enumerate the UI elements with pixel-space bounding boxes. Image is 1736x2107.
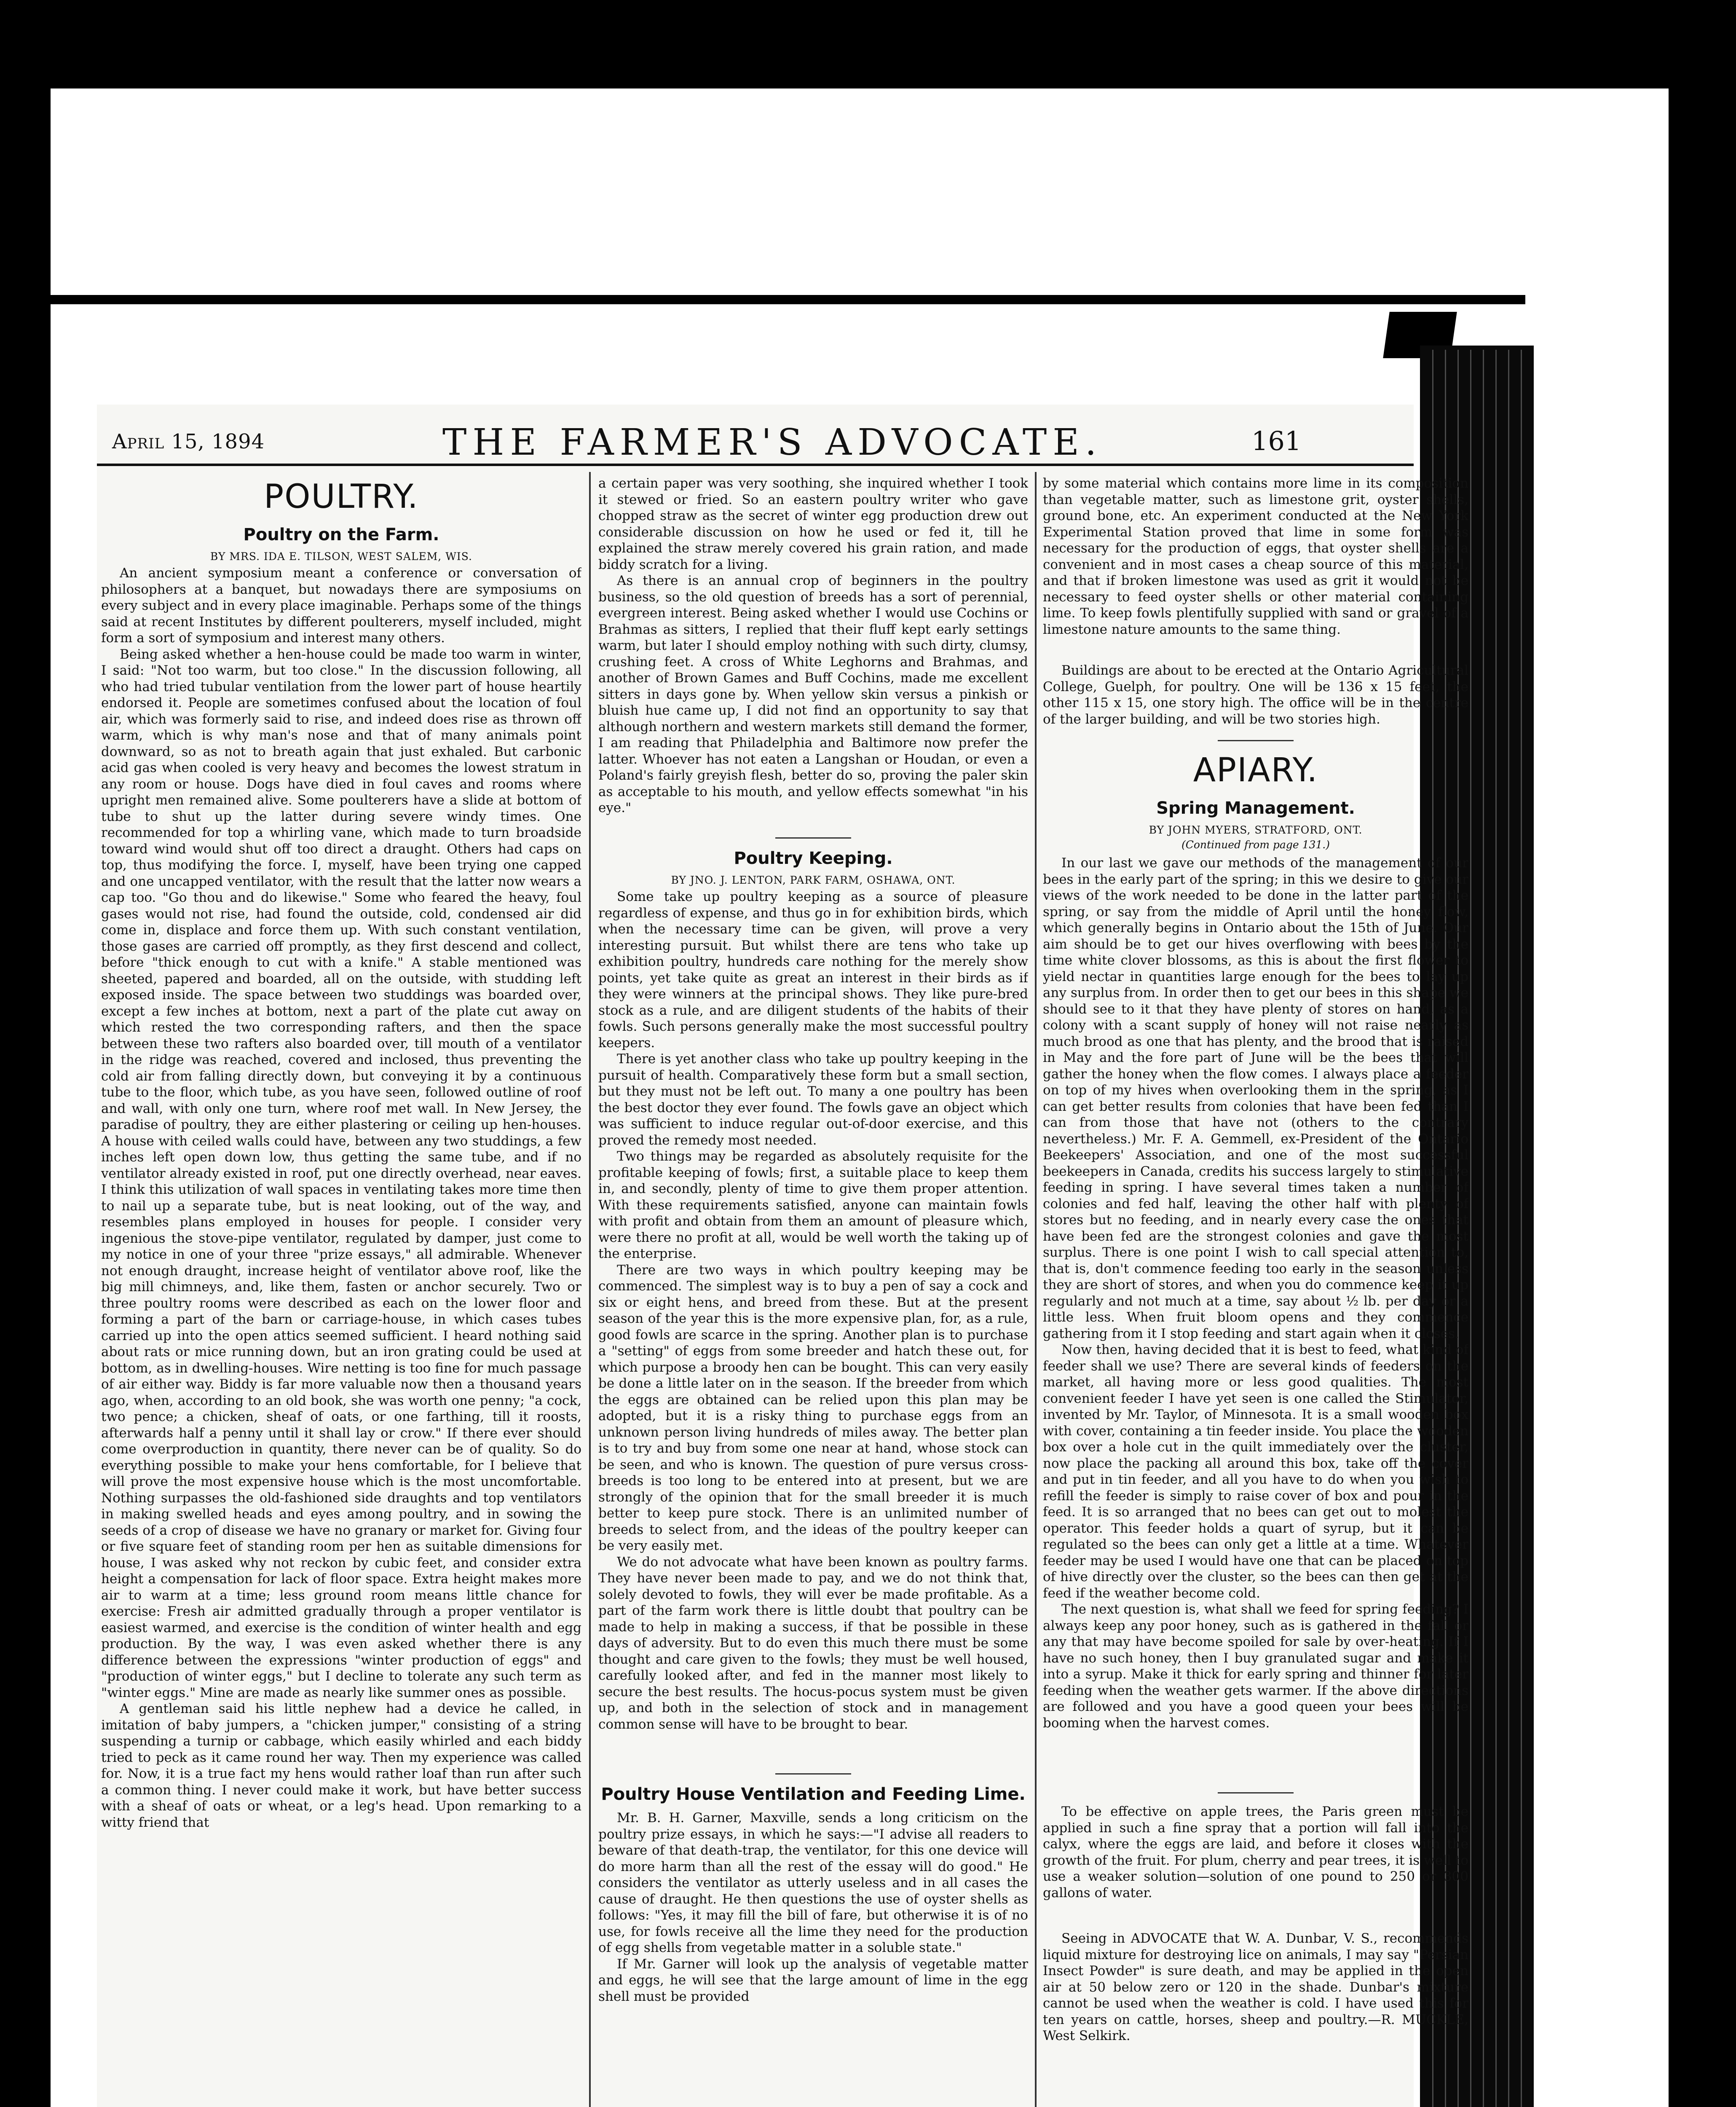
paragraph: In our last we gave our methods of the management of our bees in the early part of the spring; in this we desire to give our views of the work needed to be done in the latter part of the spring, or say from the middle of April until the honey flow, which generally begins in Ontario about the 15th of June. Our aim should be to get our hives overflowing with bees by the time white clover blossoms, as this is about the first flower to yield nectar in quantities large enough for the bees to lay up any surplus from. In order then to get our bees in this shape we should see to it that they have plenty of stores on hand, as a colony with a scant supply of honey will not raise nearly as much brood as one that has plenty, and the brood that is raised in May and the fore part of June will be the bees that will gather the honey when the flow comes. I always place a feeder on top of my hives when overlooking them in the spring, as I can get better results from colonies that have been fed than I can from those that have not (others to the contrary nevertheless.) Mr. F. A. Gemmell, ex-President of the Ontario Beekeepers' Association, and one of the most successful beekeepers in Canada, credits his success largely to stimulative feeding in spring. I have several times taken a number of colonies and fed half, leaving the other half with plenty of stores but no feeding, and in nearly every case the ones that have been fed are the strongest colonies and gave the most surplus. There is one point I wish to call special attention to, that is, don't commence feeding too early in the season unless they are short of stores, and when you do commence keep it up regularly and not much at a time, say about ½ lb. per day or a little less. When fruit bloom opens and they commence gathering from it I stop feeding and start again when it closes. (1043, 855, 1468, 1341)
divider (775, 837, 851, 839)
article-body (1043, 855, 1468, 1782)
paragraph: Now then, having decided that it is best to feed, what kind of feeder shall we use? There are several kinds of feeders on the market, all having more or less good qualities. The most convenient feeder I have yet seen is one called the Stimulator, invented by Mr. Taylor, of Minnesota. It is a small wooden box with cover, containing a tin feeder inside. You place the wooden box over a hole cut in the quilt immediately over the cluster, now place the packing all around this box, take off the cover and put in tin feeder, and all you have to do when you wish to refill the feeder is simply to raise cover of box and pour in the feed. It is so arranged that no bees can get out to molest the operator. This feeder holds a quart of syrup, but it can be regulated so the bees can only get a little at a time. Whatever feeder may be used I would have one that can be placed on top of hive directly over the cluster, so the bees can then get at the feed if the weather become cold. (1043, 1342, 1468, 1601)
divider (1218, 740, 1294, 741)
page-header (97, 405, 1414, 464)
article-continuation (1043, 475, 1468, 652)
paragraph: There is yet another class who take up poultry keeping in the pursuit of health. Comparatively these form but a small section, but they must not be left out. To many a one poultry has been the best doctor they ever found. The fowls gave an object which was sufficient to induce regular out-of-door exercise, and this proved the remedy most needed. (598, 1051, 1028, 1148)
paragraph: by some material which contains more lime in its composition than vegetable matter, such as limestone grit, oyster shells, ground bone, etc. An experiment conducted at the New York Experimental Station proved that lime in some form was necessary for the production of eggs, that oyster shells are a convenient and in most cases a cheap source of this material, and that if broken limestone was used as grit it would not be necessary to feed oyster shells or other material containing lime. To keep fowls plentifully supplied with sand or gravel of a limestone nature amounts to the same thing. (1043, 476, 1468, 637)
insect-powder-note (1043, 1930, 1468, 2046)
paragraph: There are two ways in which poultry keeping may be commenced. The simplest way is to buy a pen of say a cock and six or eight hens, and breed from these. But at the present season of the year this is the more expensive plan, for, as a rule, good fowls are scarce in the spring. Another plan is to purchase a "setting" of eggs from some breeder and hatch these out, for which purpose a broody hen can be bought. This can very easily be done a little later on in the season. If the breeder from which the eggs are obtained can be relied upon this plan may be adopted, but it is a risky thing to purchase eggs from an unknown person living hundreds of miles away. The better plan is to try and buy from some one near at hand, whose stock can be seen, and who is known. The question of pure versus cross-breeds is too long to be entered into at present, but we are strongly of the opinion that for the small breeder it is much better to keep pure stock. There is an unlimited number of breeds to select from, and the ideas of the poultry keeper can be very easily met. (598, 1262, 1028, 1553)
header-rule (97, 464, 1414, 466)
article-title: Poultry House Ventilation and Feeding Lime. (601, 1785, 1026, 1804)
divider (775, 1773, 851, 1775)
page-number: 161 (1251, 426, 1302, 456)
column-rule-1 (589, 472, 591, 2107)
mount-edge (51, 295, 1525, 304)
article-byline: BY JOHN MYERS, STRATFORD, ONT. (1149, 824, 1363, 836)
scan-border-top (0, 0, 1736, 88)
article-continuation (598, 475, 1028, 827)
article-title: Poultry on the Farm. (243, 525, 439, 544)
paragraph: Two things may be regarded as absolutely requisite for the profitable keeping of fowls; first, a suitable place to keep them in, and secondly, plenty of time to give them proper attention. With these requirements satisfied, anyone can maintain fowls with profit and obtain from them an amount of pleasure which, were there no profit at all, would be well worth the taking up of the enterprise. (598, 1149, 1028, 1261)
article-body (101, 565, 581, 2078)
paragraph: Seeing in ADVOCATE that W. A. Dunbar, V. S., recommends liquid mixture for destroying lice on animals, I may say "Persian Insect Powder" is sure death, and may be applied in the open air at 50 below zero or 120 in the shade. Dunbar's mixture cannot be used when the weather is cold. I have used this for ten years on cattle, horses, sheep and poultry.—R. MUCKLE, West Selkirk. (1043, 1931, 1468, 2043)
article-body (598, 889, 1028, 1763)
article-title: Poultry Keeping. (734, 849, 893, 868)
column-rule-2 (1035, 472, 1037, 2107)
column-2 (598, 475, 1028, 2063)
newspaper-page (97, 405, 1468, 2107)
divider (1218, 1792, 1294, 1793)
article-byline: BY JNO. J. LENTON, PARK FARM, OSHAWA, ONT. (671, 874, 956, 886)
department-heading-poultry: POULTRY. (264, 478, 419, 516)
paragraph: A gentleman said his little nephew had a device he called, in imitation of baby jumpers, a "chicken jumper," consisting of a string suspending a turnip or cabbage, which easily whirled and each biddy tried to peck as it came round her way. Then my experience was called for. Now, it is a true fact my hens would rather loaf than run after such a common thing. I never could make it work, but have better success with a sheaf of oats or wheat, or a leg's head. Upon remarking to a witty friend that (101, 1701, 581, 1830)
paragraph: Being asked whether a hen-house could be made too warm in winter, I said: "Not too warm, but too close." In the discussion following, all who had tried tubular ventilation from the lower part of house heartily endorsed it. People are sometimes confused about the location of foul air, which was formerly said to rise, and indeed does rise as thrown off warm, which is why man's nose and that of many animals point downward, so as not to breath again that just exhaled. But carbonic acid gas when cooled is very heavy and becomes the lowest stratum in any room or house. Dogs have died in foul caves and rooms where upright men remained alive. Some poulterers have a slide at bottom of tube to shut up the latter during severe windy times. One recommended for top a whirling vane, which made to turn broadside toward wind would shut off too direct a draught. Others had caps on top, thus modifying the force. I, myself, have been trying one capped and one uncapped ventilator, with the result that the latter now wears a cap too. "Go thou and do likewise." Some who feared the heavy, foul gases would not rise, had found the outside, cold, condensed air did come in, displace and force them up. With such constant ventilation, those gases are carried off promptly, as they first descend and collect, before "thick enough to cut with a knife." A stable mentioned was sheeted, papered and boarded, all on the outside, with studding left exposed inside. The space between two studdings was boarded over, except a few inches at bottom, next a part of the plate cut away on which rested the two corresponding rafters, and then the space between these two rafters also boarded over, till mouth of a ventilator in the ridge was reached, covered and inclosed, thus preventing the cold air from falling directly down, but conveying it by a continuous tube to the floor, which tube, as you have seen, followed outline of roof and wall, with only one turn, where roof met wall. In New Jersey, the paradise of poultry, they are either plastering or ceiling up hen-houses. A house with ceiled walls could have, between any two studdings, a few inches left open down low, thus getting the same tube, and if no ventilator already existed in roof, put one directly overhead, near eaves. I think this utilization of wall spaces in ventilating takes more time then to nail up a separate tube, but is neat looking, out of the way, and resembles plans employed in houses for people. I consider very ingenious the stove-pipe ventilator, regulated by damper, just come to my notice in one of your three "prize essays," all admirable. Whenever not enough draught, increase height of ventilator above roof, like the big mill chimneys, and, like them, fasten or anchor securely. Two or three poultry rooms were described as each on the lower floor and forming a part of the barn or carriage-house, in which cases tubes carried up into the open attics seemed sufficient. I heard nothing said about rats or mice running down, but an iron grating could be used at bottom, as in dwelling-houses. Wire netting is too fine for much passage of air either way. Biddy is far more valuable now then a thousand years ago, when, according to an old book, she was worth one penny; "a cock, two pence; a chicken, sheaf of oats, or one farthing, till it roosts, afterwards half a penny until it shall lay or crow." If there ever should come overproduction in quantity, there never can be of quality. So do everything possible to make your hens comfortable, for I believe that will prove the most expensive house which is the most uncomfortable. Nothing surpasses the old-fashioned side draughts and top ventilators in making swelled heads and eyes among poultry, and in sowing the seeds of a crop of disease we have no granary or market for. Giving four or five square feet of standing room per hen as suitable dimensions for house, I was asked why not reckon by cubic feet, and consider extra height a compensation for lack of floor space. Extra height makes more air to warm at a time; less ground room means little chance for exercise: Fresh air admitted gradually through a proper ventilator is easiest warmed, and exercise is the condition of winter health and egg production. By the way, I was even asked whether there is any difference between the expressions "winter production of eggs" and "production of winter eggs," but I decline to tolerate any such term as "winter eggs." Mine are made as nearly like summer ones as possible. (101, 646, 581, 1700)
scan-border-right (1669, 0, 1736, 2107)
paragraph: Buildings are about to be erected at the Ontario Agricultural College, Guelph, for poultry. One will be 136 x 15 feet, the other 115 x 15, one story high. The office will be in the centre of the larger building, and will be two stories high. (1043, 663, 1468, 727)
column-1 (101, 475, 581, 2078)
paragraph: If Mr. Garner will look up the analysis of vegetable matter and eggs, he will see that the large amount of lime in the egg shell must be provided (598, 1956, 1028, 2004)
paragraph: Mr. B. H. Garner, Maxville, sends a long criticism on the poultry prize essays, in which he says:—"I advise all readers to beware of that death-trap, the ventilator, for this one device will do more harm than all the rest of the essay will do good." He considers the ventilator as utterly useless and in all cases the cause of draught. He then questions the use of oyster shells as follows: "Yes, it may fill the bill of fare, but otherwise it is of no use, for fowls receive all the lime they need for the production of egg shells from vegetable matter in a soluble state." (598, 1810, 1028, 1955)
paragraph: The next question is, what shall we feed for spring feeding? I always keep any poor honey, such as is gathered in the fall or any that may have become spoiled for sale by over-heating. If I have no such honey, then I buy granulated sugar and make it into a syrup. Make it thick for early spring and thinner for later feeding when the weather gets warmer. If the above directions are followed and you have a good queen your bees will be booming when the harvest comes. (1043, 1602, 1468, 1731)
article-byline: BY MRS. IDA E. TILSON, WEST SALEM, WIS. (210, 550, 472, 563)
scan-border-left (0, 0, 51, 2107)
paragraph: Some take up poultry keeping as a source of pleasure regardless of expense, and thus go in for exhibition birds, which when the necessary time can be given, will prove a very interesting pursuit. But whilst there are tens who take up exhibition poultry, hundreds care nothing for the merely show points, yet take quite as great an interest in their birds as if they were winners at the principal shows. They like pure-bred stock as a rule, and are diligent students of the habits of their fowls. Such persons generally make the most successful poultry keepers. (598, 889, 1028, 1051)
issue-date: April 15, 1894 (112, 430, 265, 453)
paragraph: a certain paper was very soothing, she inquired whether I took it stewed or fried. So an eastern poultry writer who gave chopped straw as the secret of winter egg production drew out considerable discussion on how he used or fed it, till he explained the straw merely covered his grain ration, and made biddy scratch for a living. (598, 476, 1028, 572)
masthead-title: THE FARMER'S ADVOCATE. (442, 421, 1103, 464)
paragraph: As there is an annual crop of beginners in the poultry business, so the old question of breeds has a sort of perennial, evergreen interest. Being asked whether I would use Cochins or Brahmas as sitters, I replied that their fluff kept early settings warm, but later I should employ nothing with such dirty, clumsy, crushing feet. A cross of White Leghorns and Brahmas, and another of Brown Games and Buff Cochins, made me excellent sitters in days gone by. When yellow skin versus a pinkish or bluish hue came up, I did not find an opportunity to say that although northern and western markets still demand the former, I am reading that Philadelphia and Baltimore now prefer the latter. Whoever has not eaten a Langshan or Houdan, or even a Poland's fairly greyish flesh, better do so, proving the paler skin as acceptable to his mouth, and yellow effects somewhat "in his eye." (598, 573, 1028, 815)
column-3 (1043, 475, 1468, 2046)
paragraph: We do not advocate what have been known as poultry farms. They have never been made to pay, and we do not think that, solely devoted to fowls, they will ever be made profitable. As a part of the farm work there is little doubt that poultry can be made to help in making a success, if that be possible in these days of adversity. But to do even this much there must be some thought and care given to the fowls; they must be well housed, carefully looked after, and fed in the manner most likely to secure the best results. The hocus-pocus system must be given up, and both in the selection of stock and in management common sense will have to be brought to bear. (598, 1554, 1028, 1732)
article-body (598, 1810, 1028, 2063)
paris-green-note (1043, 1804, 1468, 1919)
paragraph: An ancient symposium meant a conference or conversation of philosophers at a banquet, but nowadays there are symposiums on every subject and in every place imaginable. Perhaps some of the things said at recent Institutes by different poulterers, myself included, might form a sort of symposium and interest many others. (101, 566, 581, 646)
buildings-note (1043, 662, 1468, 730)
continued-note: (Continued from page 131.) (1181, 839, 1330, 851)
paragraph: To be effective on apple trees, the Paris green must be applied in such a fine spray that a portion will fall into the calyx, where the eggs are laid, and before it closes with the growth of the fruit. For plum, cherry and pear trees, it is well to use a weaker solution—solution of one pound to 250 or 300 gallons of water. (1043, 1804, 1468, 1901)
article-title: Spring Management. (1156, 799, 1355, 818)
department-heading-apiary: APIARY. (1193, 751, 1318, 789)
